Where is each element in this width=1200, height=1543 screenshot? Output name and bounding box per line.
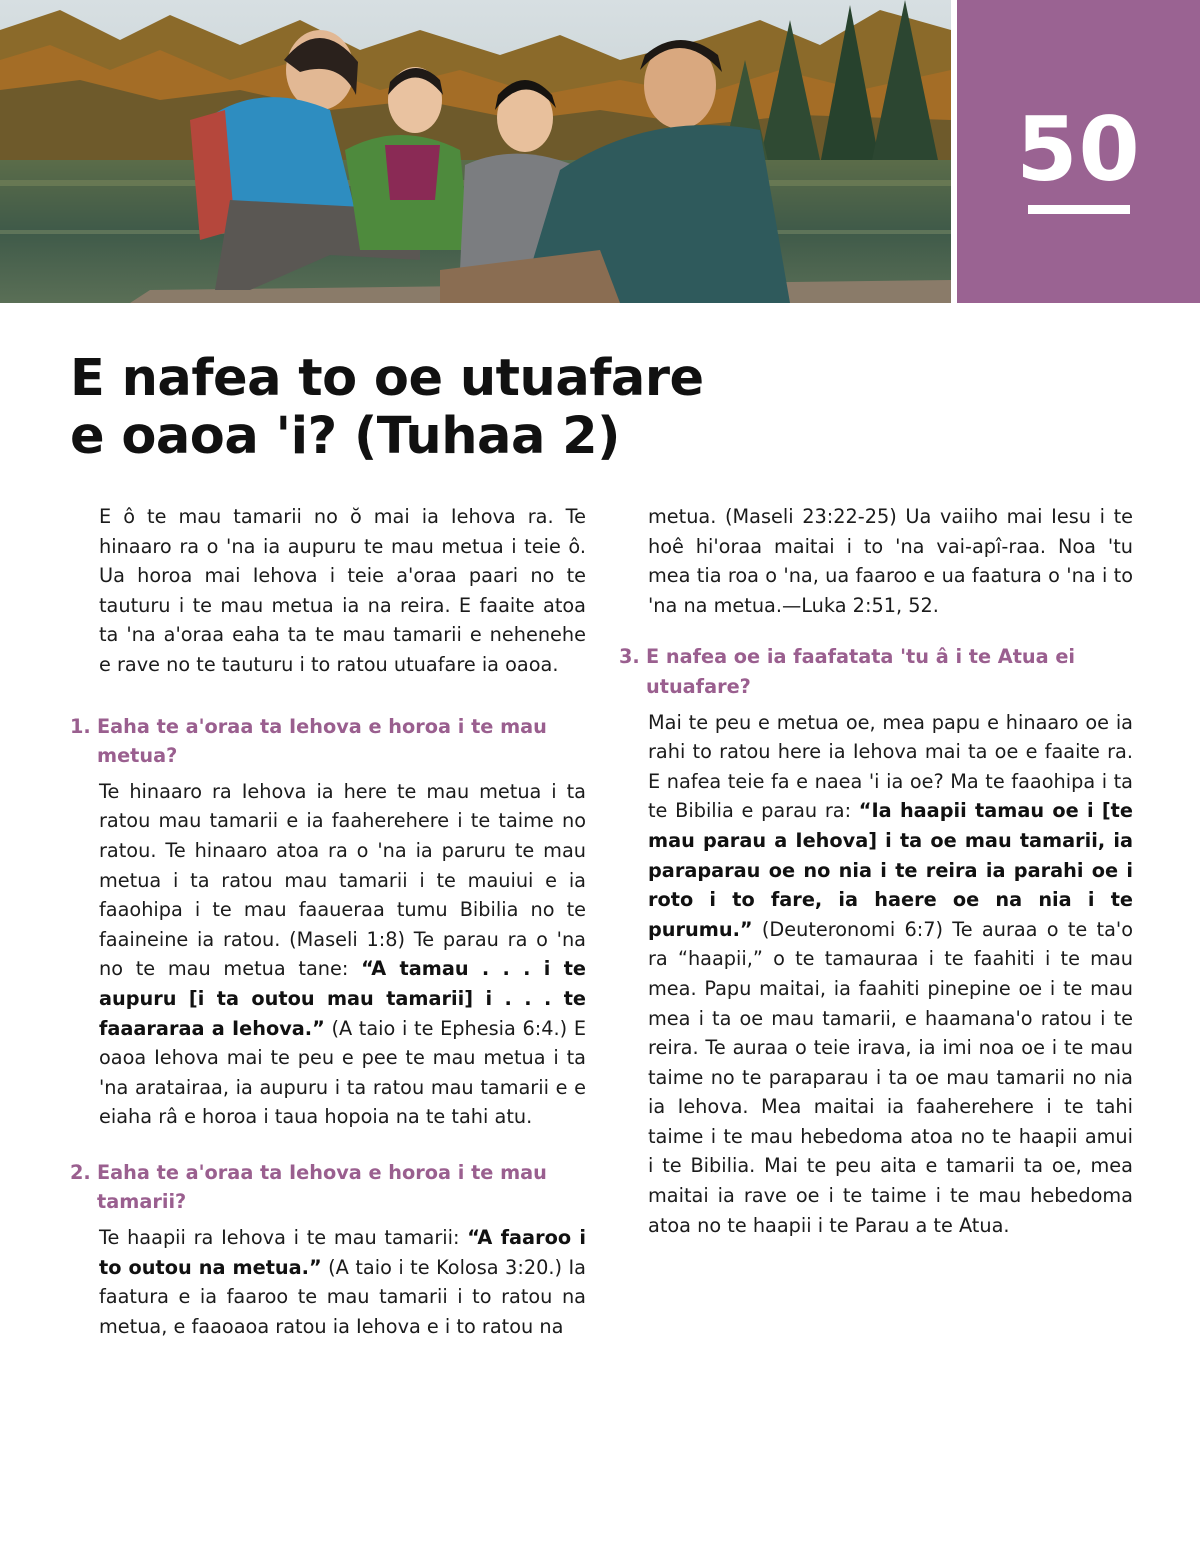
question-2-heading xyxy=(70,1158,586,1217)
chapter-number: 50 xyxy=(1016,98,1141,201)
family-photo-illustration xyxy=(0,0,951,303)
question-2-answer-part-1 xyxy=(70,1223,586,1341)
title-line-1: E nafea to oe utuafare xyxy=(70,349,704,408)
q1-text-a: Te hinaaro ra Iehova ia here te mau metua i ta ratou mau tamarii e ia faaherehere i te taime no ratou. Te hinaaro atoa ra o 'na ia paruru te mau metua i ta ratou mau tamarii i te mauiui e ia faaohipa i te mau faaueraa tumu Bibilia no te faaineine ia ratou. (Maseli 1:8) Te parau ra o 'na no te mau metua tane: xyxy=(99,779,586,981)
question-1-answer xyxy=(70,777,586,1132)
question-1-heading xyxy=(70,712,586,771)
q3-text-b: (Deuteronomi 6:7) Te auraa o te ta'o ra “haapii,” o te tamauraa i te faahiti i te mau mea. Papu maitai, ia faahiti pinepine oe i te mau mea i ta oe mau tamarii, e haamana'o ratou i te reira. Te auraa o teie irava, ia imi noa oe i te mau taime no te paraparau i ta oe mau tamarii no nia ia Iehova. Mea maitai ia faaherehere i te tahi taime i te mau hebedoma atoa no te haapii amui i te Bibilia. Mai te peu aita e tamarii ta oe, mea maitai ia rave oe i te taime i te mau hebedoma atoa no te haapii i te Parau a te Atua. xyxy=(648,917,1133,1237)
question-2-text: Eaha te a'oraa ta Iehova e horoa i te mau tamarii? xyxy=(97,1160,547,1214)
intro-paragraph: E ô te mau tamarii no ŏ mai ia Iehova ra. Te hinaaro ra o 'na ia aupuru te mau metua i teie ô. Ua horoa mai Iehova i teie a'oraa paari no te tauturu i te mau metua ia na reira. E faaite atoa ta 'na a'oraa eaha ta te mau tamarii e nehenehe e rave no te tauturu i to ratou utuafare ia oaoa. xyxy=(99,505,586,676)
question-3-answer xyxy=(619,708,1133,1241)
q3-text-a: Mai te peu e metua oe, mea papu e hinaaro oe ia rahi to ratou here ia Iehova mai ta oe e faaite ra. E nafea teie fa e naea 'i ia oe? Ma te faaohipa i ta te Bibilia e parau ra: xyxy=(648,710,1133,823)
q1-scripture-quote: “A tamau . . . i te aupuru [i ta outou mau tamarii] i . . . te faaararaa a Iehova.” xyxy=(99,957,586,1040)
q2-text-b: (A taio i te Kolosa 3:20.) Ia faatura e ia faaroo te mau tamarii i to ratou na metua, e faaoaoa ratou ia Iehova e i to ratou na xyxy=(99,1255,586,1338)
question-2-answer-part-2: metua. (Maseli 23:22-25) Ua vaiiho mai Iesu i te hoê hi'oraa maitai i to 'na vai-apî-raa. Noa 'tu mea tia roa o 'na, ua faaroo e ua faatura o 'na i to 'na na metua.—Luka 2:51, 52. xyxy=(648,505,1133,617)
question-1-text: Eaha te a'oraa ta Iehova e horoa i te mau metua? xyxy=(97,714,547,768)
question-3-number: 3. xyxy=(619,645,640,669)
question-1-number: 1. xyxy=(70,714,91,738)
right-column xyxy=(619,502,1133,1240)
question-3-text: E nafea oe ia faafatata 'tu â i te Atua ei utuafare? xyxy=(646,645,1076,698)
question-2-number: 2. xyxy=(70,1160,91,1184)
q2-text-a: Te haapii ra Iehova i te mau tamarii: xyxy=(99,1226,468,1250)
chapter-number-underline xyxy=(1028,205,1130,214)
chapter-number-box xyxy=(957,0,1200,303)
question-3-heading xyxy=(619,642,1133,701)
q2-scripture-quote: “A faaroo i to outou na metua.” xyxy=(99,1226,586,1279)
left-column xyxy=(70,502,586,1341)
q3-scripture-quote: “Ia haapii tamau oe i [te mau parau a Iehova] i ta oe mau tamarii, ia paraparau oe no nia i te reira ia parahi oe i roto i to fare, ia haere oe na nia i te purumu.” xyxy=(648,799,1133,941)
title-line-2: e oaoa 'i? (Tuhaa 2) xyxy=(70,407,620,466)
page-title xyxy=(70,350,770,466)
family-photo xyxy=(0,0,951,303)
q1-text-b: (A taio i te Ephesia 6:4.) E oaoa Iehova mai te peu e pee te mau metua i ta 'na aratairaa, ia aupuru i ta ratou mau tamarii e e eiaha râ e horoa i taua hopoia na te tahi atu. xyxy=(99,1016,586,1129)
